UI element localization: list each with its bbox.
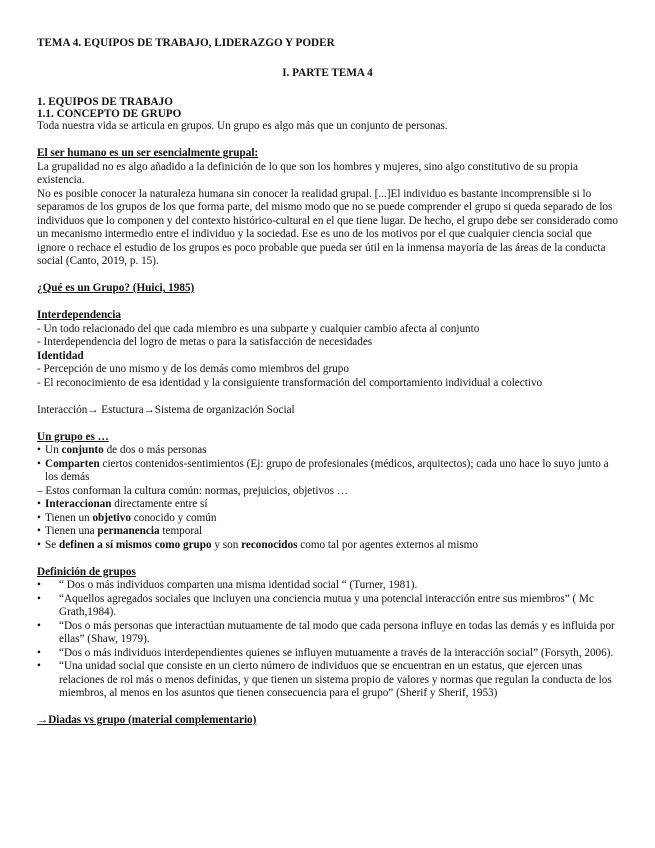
definicion-item: • “Una unidad social que consiste en un cierto número de individuos que se encuentran en un estatus, que ejercen unas relaciones de rol más o menos definidas, y que tienen un sistema propio de valores y normas que regulan la conducta de los miembros, al menos en los asuntos que tienen consecuencia para el grupo” (Sherif y Sherif, 1953) [37,660,612,699]
definicion-item: • “Dos o más individuos interdependientes quienes se influyen mutuamente a través de la interacción social” (Forsyth, 2006). [37,646,614,659]
section-heading-1: 1. EQUIPOS DE TRABAJO [37,96,173,108]
ser-humano-paragraph-2: No es posible conocer la naturaleza humana sin conocer la realidad grupal. [...]El individuo es bastante incomprensible si lo separamos de los grupos de los que forma parte, del mismo modo que no se puede comprender el grupo si queda separado de los individuos que lo componen y del contexto histórico-cultural en el que tiene lugar. De hecho, el grupo debe ser considerado como un mecanismo intermedio entre el individuo y la sociedad. Ese es uno de los motivos por el que cualquier ciencia social que ignore o rechace el estudio de los grupos es poco probable que pueda ser útil en la inmensa mayoría de las áreas de la conducta social (Canto, 2019, p. 15). [37,187,618,267]
bullet-icon: • [37,498,41,510]
arrow-icon: → [87,403,99,416]
list-item: • Interaccionan directamente entre sí [37,498,208,510]
bullet-icon: • [37,646,41,659]
que-es-grupo-heading: ¿Qué es un Grupo? (Huici, 1985) [37,282,195,294]
bullet-icon: • [37,660,41,672]
identidad-item: - Percepción de uno mismo y de los demás como miembros del grupo [37,363,349,375]
list-item: – Estos conforman la cultura común: normas, prejuicios, objetivos … [37,484,349,497]
interdependencia-item: - Un todo relacionado del que cada miembro es una subparte y cualquier cambio afecta al conjunto [37,322,480,335]
interaccion-line [37,404,618,418]
bullet-icon: • [37,457,41,470]
bullet-icon: • [37,579,41,591]
part-title: I. PARTE TEMA 4 [282,66,373,79]
list-item: • Tienen un objetivo conocido y común [37,511,217,524]
interaccion-text: Interacción [37,403,88,416]
arrow-icon: → [37,714,49,726]
diadas-heading: →Diadas vs grupo (material complementario) [37,714,257,726]
list-item: • Tienen una permanencia temporal [37,525,203,537]
arrow-icon: → [143,403,155,416]
ser-humano-paragraph-1: La grupalidad no es algo añadido a la definición de lo que son los hombres y mujeres, sino algo constitutivo de su propia existencia. [37,160,578,186]
interdependencia-heading: Interdependencia [37,309,121,321]
identidad-heading: Identidad [37,349,84,362]
definicion-item: • “ Dos o más individuos comparten una misma identidad social “ (Turner, 1981). [37,579,418,591]
intro-paragraph: Toda nuestra vida se articula en grupos. Un grupo es algo más que un conjunto de personas. [37,120,448,132]
identidad-item: - El reconocimiento de esa identidad y la consiguiente transformación del comportamiento individual a colectivo [37,376,543,389]
list-item: • Un conjunto de dos o más personas [37,444,207,456]
list-item: • Comparten ciertos contenidos-sentimientos (Ej: grupo de profesionales (médicos, arquitectos); cada uno hace lo suyo junto a los demás [37,457,609,483]
definicion-item: • “Aquellos agregados sociales que incluyen una conciencia mutua y una potencial interacción entre sus miembros” ( Mc Grath,1984). [37,592,594,618]
bullet-icon: • [37,444,41,456]
estructura-text: Estuctura [98,403,144,416]
main-title: TEMA 4. EQUIPOS DE TRABAJO, LIDERAZGO Y PODER [37,37,335,49]
bullet-icon: • [37,538,41,551]
interdependencia-item: - Interdependencia del logro de metas o para la satisfacción de necesidades [37,336,373,348]
definicion-item: • “Dos o más personas que interactúan mutuamente de tal modo que cada persona influye en todas las demás y es influida por ellas” (Shaw, 1979). [37,619,615,645]
bullet-icon: • [37,619,41,632]
bullet-icon: • [37,525,41,537]
section-heading-1-1: 1.1. CONCEPTO DE GRUPO [37,108,182,120]
list-item: • Se definen a sí mismos como grupo y son reconocidos como tal por agentes externos al mismo [37,538,478,551]
bullet-icon: • [37,592,41,605]
bullet-icon: • [37,511,41,524]
sistema-text: Sistema de organización Social [154,403,295,416]
ser-humano-heading: El ser humano es un ser esencialmente grupal: [37,147,259,159]
definicion-heading: Definición de grupos [37,565,136,578]
un-grupo-heading: Un grupo es … [37,430,109,443]
